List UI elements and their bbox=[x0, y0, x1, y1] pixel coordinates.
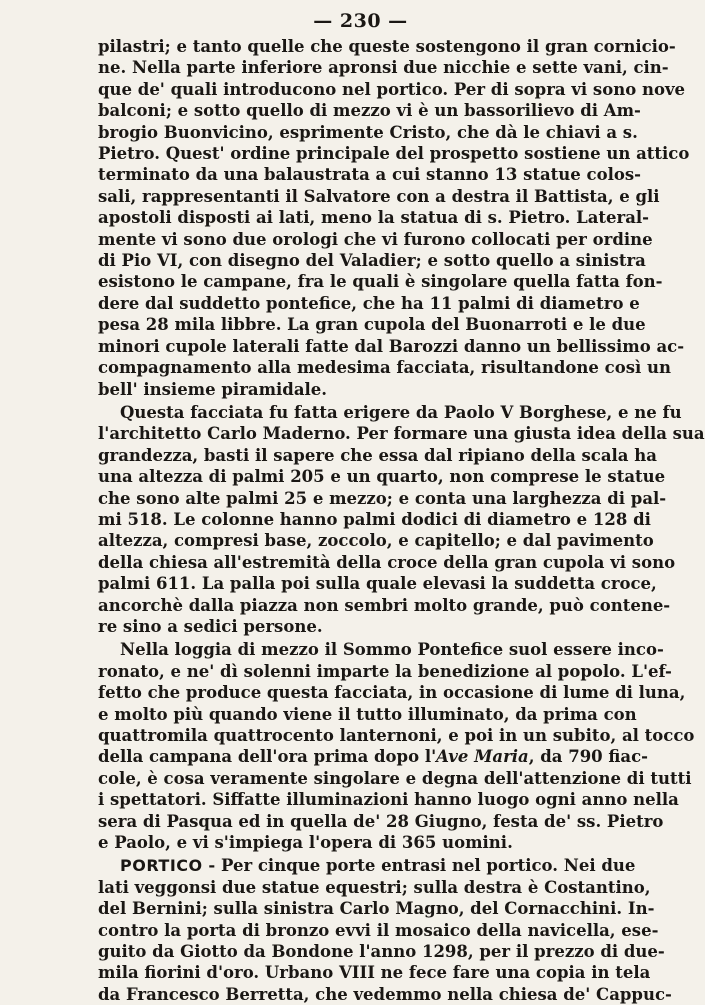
text-line: ne. Nella parte inferiore apronsi due nicchie e sette vani, cin- bbox=[98, 58, 669, 78]
text-line: mente vi sono due orologi che vi furono collocati per ordine bbox=[98, 229, 653, 249]
text-line: grandezza, basti il sapere che essa dal ripiano della scala ha bbox=[98, 445, 657, 465]
italic-ave-maria: Ave Maria bbox=[436, 747, 529, 767]
text-line: terminato da una balaustrata a cui stanno 13 statue colos- bbox=[98, 165, 642, 185]
paragraph-loggia-illumination bbox=[98, 639, 695, 853]
text-line: di Pio VI, con disegno del Valadier; e sotto quello a sinistra bbox=[98, 251, 646, 271]
text-line: compagnamento alla medesima facciata, risultandone così un bbox=[98, 358, 671, 378]
text-line: Nella loggia di mezzo il Sommo Pontefice suol essere inco- bbox=[120, 640, 664, 660]
text-line: Questa facciata fu fatta erigere da Paolo V Borghese, e ne fu bbox=[120, 402, 682, 422]
text-line-ave-maria bbox=[98, 746, 648, 767]
text-line: sera di Pasqua ed in quella de' 28 Giugno, festa de' ss. Pietro bbox=[98, 811, 664, 831]
paragraph-portico bbox=[98, 855, 672, 1005]
text-line: que de' quali introducono nel portico. Per di sopra vi sono nove bbox=[98, 79, 686, 99]
page-number: — 230 — bbox=[313, 10, 408, 32]
text-line: che sono alte palmi 25 e mezzo; e conta una larghezza di pal- bbox=[98, 488, 667, 508]
text-line: palmi 611. La palla poi sulla quale elevasi la suddetta croce, bbox=[98, 574, 657, 594]
text-line: l'architetto Carlo Maderno. Per formare una giusta idea della sua bbox=[98, 424, 705, 444]
text-line: mi 518. Le colonne hanno palmi dodici di diametro e 128 di bbox=[98, 509, 651, 529]
text-fragment: , da 790 fiac- bbox=[528, 747, 648, 767]
text-line: pesa 28 mila libbre. La gran cupola del Buonarroti e le due bbox=[98, 315, 646, 335]
text-line: ronato, e ne' dì solenni imparte la benedizione al popolo. L'ef- bbox=[98, 661, 672, 681]
text-line: sali, rappresentanti il Salvatore con a destra il Battista, e gli bbox=[98, 186, 660, 206]
text-line: esistono le campane, fra le quali è singolare quella fatta fon- bbox=[98, 272, 663, 292]
text-line: mila fiorini d'oro. Urbano VIII ne fece fare una copia in tela bbox=[98, 963, 651, 983]
text-line: dere dal suddetto pontefice, che ha 11 palmi di diametro e bbox=[98, 293, 640, 313]
text-line: balconi; e sotto quello di mezzo vi è un bassorilievo di Am- bbox=[98, 101, 641, 121]
text-line: bell' insieme piramidale. bbox=[98, 379, 328, 399]
text-line: lati veggonsi due statue equestri; sulla destra è Costantino, bbox=[98, 877, 651, 897]
section-heading-portico: PORTICO bbox=[120, 856, 203, 876]
text-line: minori cupole laterali fatte dal Barozzi danno un bellissimo ac- bbox=[98, 336, 685, 356]
text-line: contro la porta di bronzo evvi il mosaico della navicella, ese- bbox=[98, 920, 659, 940]
text-line-portico-heading bbox=[98, 855, 636, 876]
text-line: del Bernini; sulla sinistra Carlo Magno, del Cornacchini. In- bbox=[98, 899, 655, 919]
text-line: guito da Giotto da Bondone l'anno 1298, per il prezzo di due- bbox=[98, 942, 665, 962]
text-line: i spettatori. Siffatte illuminazioni hanno luogo ogni anno nella bbox=[98, 790, 679, 810]
text-line: quattromila quattrocento lanternoni, e poi in un subito, al tocco bbox=[98, 726, 695, 745]
text-line: e Paolo, e vi s'impiega l'opera di 365 uomini. bbox=[98, 833, 513, 853]
text-fragment: della campana dell'ora prima dopo l' bbox=[98, 747, 437, 767]
text-line: Pietro. Quest' ordine principale del prospetto sostiene un attico bbox=[98, 144, 690, 164]
text-fragment: - Per cinque porte entrasi nel portico. Nei due bbox=[202, 856, 636, 876]
text-line: pilastri; e tanto quelle che queste sostengono il gran cornicio- bbox=[98, 37, 676, 56]
text-line: apostoli disposti ai lati, meno la statua di s. Pietro. Lateral- bbox=[98, 208, 650, 228]
text-line: una altezza di palmi 205 e un quarto, non comprese le statue bbox=[98, 467, 666, 487]
text-line: ancorchè dalla piazza non sembri molto grande, può contene- bbox=[98, 595, 671, 615]
text-line: cole, è cosa veramente singolare e degna dell'attenzione di tutti bbox=[98, 768, 692, 788]
text-line: e molto più quando viene il tutto illuminato, da prima con bbox=[98, 704, 637, 724]
text-line: fetto che produce questa facciata, in occasione di lume di luna, bbox=[98, 683, 686, 703]
text-line: della chiesa all'estremità della croce della gran cupola vi sono bbox=[98, 552, 676, 572]
text-line: re sino a sedici persone. bbox=[98, 616, 323, 636]
text-line: brogio Buonvicino, esprimente Cristo, che dà le chiavi a s. bbox=[98, 122, 638, 142]
text-line: altezza, compresi base, zoccolo, e capitello; e dal pavimento bbox=[98, 531, 654, 551]
paragraph-facade-dimensions bbox=[98, 402, 705, 637]
paragraph-facade-description bbox=[98, 36, 690, 400]
text-line: da Francesco Berretta, che vedemmo nella chiesa de' Cappuc- bbox=[98, 984, 672, 1004]
